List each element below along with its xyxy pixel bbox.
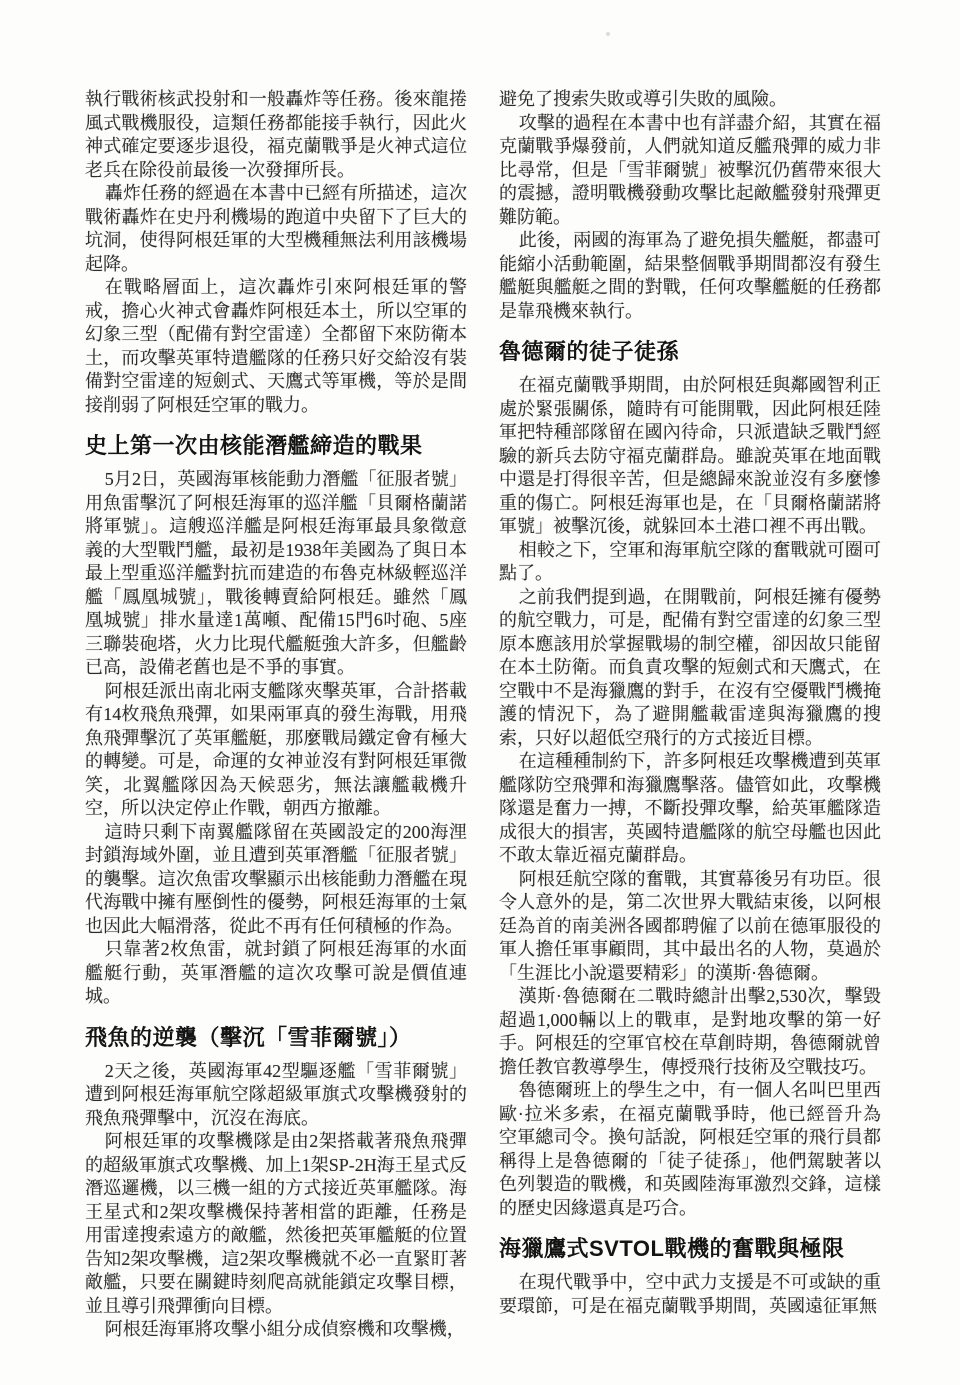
section-heading-exocet-counterattack: 飛魚的逆襲（擊沉「雪菲爾號」）	[85, 1024, 412, 1050]
paragraph: 避免了搜索失敗或導引失敗的風險。	[499, 89, 787, 109]
left-column	[85, 88, 467, 1342]
paragraph: 之前我們提到過，在開戰前，阿根廷擁有優勢的航空戰力，可是，配備有對空雷達的幻象三型原本應該用於掌握戰場的制空權，卻因故只能留在本土防衛。而負責攻擊的短劍式和天鷹式，在空戰中不是海獵鷹的對手，在沒有空優戰鬥機掩護的情況下，為了避開艦載雷達與海獵鷹的搜索，只好以超低空飛行的方式接近目標。	[499, 586, 881, 748]
paragraph: 執行戰術核武投射和一般轟炸等任務。後來龍捲風式戰機服役，這類任務都能接手執行，因此火神式確定要逐步退役，福克蘭戰爭是火神式這位老兵在除役前最後一次發揮所長。	[85, 89, 467, 180]
right-column	[499, 88, 881, 1318]
section-heading-rudel-disciples: 魯德爾的徒子徒孫	[499, 339, 680, 364]
paragraph: 在現代戰爭中，空中武力支援是不可或缺的重要環節，可是在福克蘭戰爭期間，英國遠征軍無	[499, 1272, 881, 1316]
section-heading-nuclear-submarine: 史上第一次由核能潛艦締造的戰果	[85, 433, 423, 458]
paragraph: 攻擊的過程在本書中也有詳盡介紹，其實在福克蘭戰爭爆發前，人們就知道反艦飛彈的威力非比尋常，但是「雪菲爾號」被擊沉仍舊帶來很大的震撼，證明戰機發動攻擊比起敵艦發射飛彈更難防範。	[499, 112, 881, 227]
paragraph: 轟炸任務的經過在本書中已經有所描述，這次戰術轟炸在史丹利機場的跑道中央留下了巨大的坑洞，使得阿根廷軍的大型機種無法利用該機場起降。	[85, 183, 467, 274]
paragraph: 阿根廷航空隊的奮戰，其實幕後另有功臣。很令人意外的是，第二次世界大戰結束後，以阿根廷為首的南美洲各國都聘僱了以前在德軍服役的軍人擔任軍事顧問，其中最出名的人物，莫過於「生涯比小說還要精彩」的漢斯·魯德爾。	[499, 868, 881, 983]
paragraph: 在這種種制約下，許多阿根廷攻擊機遭到英軍艦隊防空飛彈和海獵鷹擊落。儘管如此，攻擊機隊還是奮力一搏，不斷投彈攻擊，給英軍艦隊造成很大的損害，英國特遣艦隊的航空母艦也因此不敢太靠近福克蘭群島。	[499, 751, 881, 865]
paragraph: 這時只剩下南翼艦隊留在英國設定的200海浬封鎖海域外圍，並且遭到英軍潛艦「征服者號」的襲擊。這次魚雷攻擊顯示出核能動力潛艦在現代海戰中擁有壓倒性的優勢，阿根廷海軍的士氣也因此大幅滑落，從此不再有任何積極的作為。	[85, 821, 467, 936]
paragraph: 只靠著2枚魚雷，就封鎖了阿根廷海軍的水面艦艇行動，英軍潛艦的這次攻擊可說是價值連城。	[85, 939, 467, 1006]
paragraph: 魯德爾班上的學生之中，有一個人名叫巴里西歐·拉米多索，在福克蘭戰爭時，他已經晉升為空軍總司令。換句話說，阿根廷空軍的飛行員都稱得上是魯德爾的「徒子徒孫」，他們駕駛著以色列製造的戰機，和英國陸海軍激烈交鋒，這樣的歷史因緣還真是巧合。	[499, 1080, 881, 1218]
paragraph: 相較之下，空軍和海軍航空隊的奮戰就可圈可點了。	[499, 539, 881, 583]
paragraph: 阿根廷海軍將攻擊小組分成偵察機和攻擊機，	[104, 1319, 465, 1339]
paragraph: 2天之後，英國海軍42型驅逐艦「雪菲爾號」遭到阿根廷海軍航空隊超級軍旗式攻擊機發射的飛魚飛彈擊中，沉沒在海底。	[85, 1060, 467, 1128]
paragraph: 5月2日，英國海軍核能動力潛艦「征服者號」用魚雷擊沉了阿根廷海軍的巡洋艦「貝爾格蘭諾將軍號」。這艘巡洋艦是阿根廷海軍最具象徵意義的大型戰鬥艦，最初是1938年美國為了與日本最上型重巡洋艦對抗而建造的布魯克林級輕巡洋艦「鳳凰城號」，戰後轉賣給阿根廷。雖然「鳳凰城號」排水量達1萬噸、配備15門6吋砲、5座三聯裝砲塔，火力比現代艦艇強大許多，但艦齡已高，設備老舊也是不爭的事實。	[85, 469, 467, 677]
section-heading-sea-harrier-svtol: 海獵鷹式SVTOL戰機的奮戰與極限	[499, 1236, 845, 1261]
scan-speck	[606, 32, 610, 36]
paragraph: 在福克蘭戰爭期間，由於阿根廷與鄰國智利正處於緊張關係，隨時有可能開戰，因此阿根廷陸軍把特種部隊留在國內待命，只派遣缺乏戰鬥經驗的新兵去防守福克蘭群島。雖說英軍在地面戰中還是打得很辛苦，但是總歸來說並沒有多麼慘重的傷亡。阿根廷海軍也是，在「貝爾格蘭諾將軍號」被擊沉後，就躲回本土港口裡不再出戰。	[499, 375, 881, 536]
paragraph: 阿根廷派出南北兩支艦隊夾擊英軍，合計搭載有14枚飛魚飛彈，如果兩軍真的發生海戰，用飛魚飛彈擊沉了英軍艦艇，那麼戰局鐵定會有極大的轉變。可是，命運的女神並沒有對阿根廷軍微笑，北翼艦隊因為天候惡劣，無法讓艦載機升空，所以決定停止作戰，朝西方撤離。	[85, 680, 467, 818]
paragraph: 漢斯·魯德爾在二戰時總計出擊2,530次，擊毀超過1,000輛以上的戰車，是對地攻擊的第一好手。阿根廷的空軍官校在草創時期，魯德爾就曾擔任教官教導學生，傳授飛行技術及空戰技巧。	[499, 986, 881, 1077]
paragraph: 在戰略層面上，這次轟炸引來阿根廷軍的警戒，擔心火神式會轟炸阿根廷本土，所以空軍的幻象三型（配備有對空雷達）全都留下來防衛本土，而攻擊英軍特遣艦隊的任務只好交給沒有裝備對空雷達的短劍式、天鷹式等軍機，等於是間接削弱了阿根廷空軍的戰力。	[85, 277, 467, 415]
paragraph: 此後，兩國的海軍為了避免損失艦艇，都盡可能縮小活動範圍，結果整個戰爭期間都沒有發生艦艇與艦艇之間的對戰，任何攻擊艦艇的任務都是靠飛機來執行。	[499, 230, 881, 321]
paragraph: 阿根廷軍的攻擊機隊是由2架搭載著飛魚飛彈的超級軍旗式攻擊機、加上1架SP-2H海王星式反潛巡邏機，以三機一組的方式接近英軍艦隊。海王星式和2架攻擊機保持著相當的距離，任務是用雷達搜索遠方的敵艦，然後把英軍艦艇的位置告知2架攻擊機，這2架攻擊機就不必一直緊盯著敵艦，只要在關鍵時刻爬高就能鎖定攻擊目標，並且導引飛彈衝向目標。	[85, 1131, 467, 1316]
